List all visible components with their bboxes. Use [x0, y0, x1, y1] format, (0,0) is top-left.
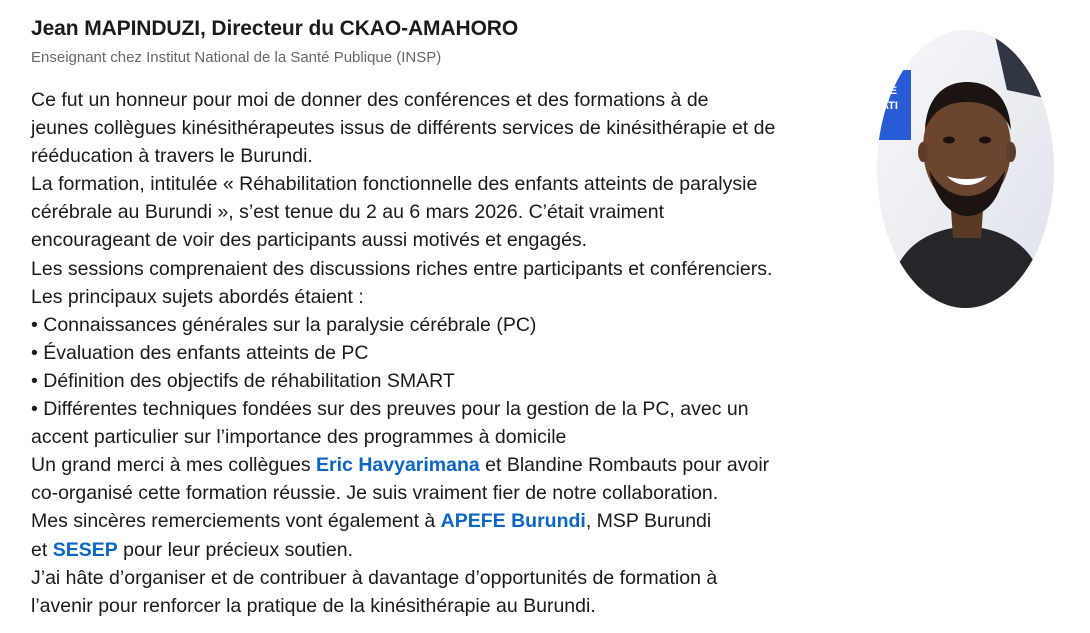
mention-link-eric-havyarimana[interactable]: Eric Havyarimana — [316, 454, 480, 477]
post-line: Les principaux sujets abordés étaient : — [31, 285, 364, 308]
backdrop-text: ATI — [881, 100, 898, 112]
post-text: et — [31, 538, 53, 561]
post-line: Ce fut un honneur pour moi de donner des conférences et des formations à de — [31, 89, 709, 111]
post-text: pour leur précieux soutien. — [117, 538, 353, 561]
bullet-item: • Définition des objectifs de réhabilitation SMART — [31, 369, 455, 392]
author-name[interactable]: Jean MAPINDUZI, Directeur du CKAO-AMAHORO — [31, 17, 519, 40]
post-text: Un grand merci à mes collègues — [31, 454, 317, 477]
post-line — [31, 451, 871, 479]
author-headline: Enseignant chez Institut National de la Santé Publique (INSP) — [31, 49, 442, 66]
post-text: et Blandine Rombauts pour avoir — [479, 454, 770, 477]
post-line — [31, 536, 871, 564]
post-line: J’ai hâte d’organiser et de contribuer à davantage d’opportunités de formation à — [31, 566, 718, 589]
post-line: l’avenir pour renforcer la pratique de la kinésithérapie au Burundi. — [31, 594, 596, 617]
post-line: rééducation à travers le Burundi. — [31, 145, 313, 168]
bullet-item: • Évaluation des enfants atteints de PC — [31, 341, 369, 364]
post-line: co-organisé cette formation réussie. Je suis vraiment fier de notre collaboration. — [31, 482, 719, 505]
post-line — [31, 507, 871, 535]
post-line: Les sessions comprenaient des discussions riches entre participants et conférenciers. — [31, 257, 773, 280]
post-line: cérébrale au Burundi », s’est tenue du 2 au 6 mars 2026. C’était vraiment — [31, 201, 665, 224]
post-body — [31, 86, 871, 620]
backdrop-text: TÉ — [883, 85, 898, 97]
bullet-item: • Différentes techniques fondées sur des preuves pour la gestion de la PC, avec un — [31, 398, 749, 421]
mention-link-sesep[interactable]: SESEP — [52, 538, 118, 561]
post-line: La formation, intitulée « Réhabilitation fonctionnelle des enfants atteints de paralysie — [31, 173, 758, 196]
profile-photo[interactable] — [877, 30, 1054, 308]
profile-photo-icon — [877, 30, 1054, 308]
bullet-item: • Connaissances générales sur la paralysie cérébrale (PC) — [31, 313, 537, 336]
mention-link-apefe-burundi[interactable]: APEFE Burundi — [440, 510, 586, 533]
post-line: jeunes collègues kinésithérapeutes issus de différents services de kinésithérapie et de — [31, 117, 776, 140]
post-text: , MSP Burundi — [585, 510, 712, 533]
post-text: Mes sincères remerciements vont également à — [31, 510, 441, 533]
post-line: accent particulier sur l’importance des programmes à domicile — [31, 426, 567, 449]
post-line: encourageant de voir des participants aussi motivés et engagés. — [31, 229, 588, 252]
